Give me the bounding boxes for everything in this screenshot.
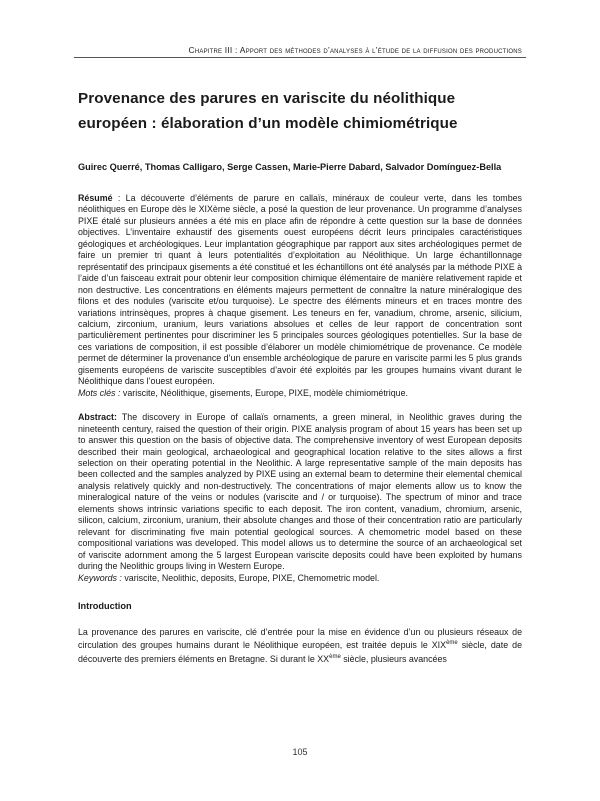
introduction-paragraph [78,627,522,665]
abstract-paragraph [78,412,522,572]
running-head-text: Chapitre III : Apport des méthodes d’analyses à l’étude de la diffusion des productions [188,45,522,55]
abstract-keywords [78,573,522,584]
resume-label: Résumé [78,193,113,203]
resume-keywords-label: Mots clés : [78,387,121,398]
running-head [0,40,600,60]
article-title: Provenance des parures en variscite du néolithique européen : élaboration d’un modèle chimiométrique [78,90,458,132]
abstract-label: Abstract: [78,412,117,423]
intro-text-part-2: siècle, date de découverte des premiers éléments en Bretagne. Si durant le XX [78,640,522,664]
intro-text-part-3: siècle, plusieurs avancées [340,653,447,664]
intro-superscript-1: ème [446,640,458,647]
abstract-keywords-label: Keywords : [78,572,122,583]
intro-text-part-1: La provenance des parures en variscite, clé d’entrée pour la mise en évidence d’un ou plusieurs réseaux de circulation des groupes humains durant le Néolithique européen, est traitée depuis le XIX [78,626,522,651]
abstract-text: The discovery in Europe of callaïs ornaments, a green mineral, in Neolithic graves during the nineteenth century, raised the question of their origin. PIXE analysis program of about 15 years has been set up to answer this question on the basis of objective data. The comprehensive inventory of west European deposits described their main geological, archaeological and geographical location relative to the sites allows a first selection on their operating potential in the Neolithic. A large representative sample of the main deposits has been collected and the samples analyzed by PIXE using an external beam to determine their elemental chemical analysis relatively quickly and non-destructively. The concentrations of major elements allow us to know the mineralogical nature of the veins or nodules (variscite and / or turquoise). The spectrum of minor and trace elements shows intrinsic variations specific to each deposit. The iron content, vanadium, chromium, arsenic, silicon, calcium, zirconium, uranium, their absolute changes and those of their concentration ratio are particularly relevant for discriminating five main potential geological sources. A chemometric model based on these compositional variations was developed. This model allows us to determine the source of an archaeological set of variscite adornment among the 5 largest European variscite deposits could have been exploited by humans during the Neolithic groups living in Western Europe. [78,412,522,572]
introduction-heading: Introduction [78,600,132,611]
resume-keywords [78,388,522,399]
running-head-rule [74,57,526,58]
intro-superscript-2: ème [329,653,341,660]
page-number: 105 [292,747,308,757]
article-body [78,86,522,665]
abstract-keywords-text: variscite, Neolithic, deposits, Europe, PIXE, Chemometric model. [121,572,380,583]
resume-keywords-text: variscite, Néolithique, gisements, Europe, PIXE, modèle chimiométrique. [120,387,409,398]
abstract-section [78,412,522,584]
resume-text: : La découverte d’éléments de parure en callaïs, minéraux de couleur verte, dans les tombes néolithiques en Europe dès le XIXème siècle, a posé la question de leur provenance. Un programme d’analyses PIXE étalé sur plusieurs années a été mis en place afin de répondre à cette question sur la base de données objectives. L’inventaire exhaustif des gisements ouest européens décrit leurs principales caractéristiques géologiques et archéologiques. Leur implantation géographique par rapport aux sites archéologiques permet de faire un premier tri quant à leurs potentialités d’exploitation au Néolithique. Un large échantillonnage représentatif des principaux gisements a été constitué et les échantillons ont été analysés par la méthode PIXE à l’aide d’un faisceau extrait pour obtenir leur composition chimique élémentaire de manière relativement rapide et non destructive. Les concentrations en éléments majeurs permettent de connaître la nature minéralogique des filons et des nodules (variscite et/ou turquoise). Le spectre des éléments mineurs et en traces montre des variations intrinsèques, propres à chaque gisement. Les teneurs en fer, vanadium, chrome, arsenic, silicium, calcium, zirconium, uranium, leurs variations absolues et celles de leur rapport de concentration sont particulièrement pertinentes pour discriminer les 5 principales sources géologiques potentielles. Sur la base de ces variations de composition, il est possible d’élaborer un modèle chimiométrique de provenance. Ce modèle permet de déterminer la provenance d’un ensemble archéologique de parure en variscite parmi les 5 plus grands gisements européens de variscite susceptibles d’avoir été exploités par les groupes humains vivant durant le Néolithique dans l’ouest européen. [78,193,523,387]
author-list: Guirec Querré, Thomas Calligaro, Serge Cassen, Marie-Pierre Dabard, Salvador Domínguez-Bella [78,162,502,172]
resume-section [78,193,522,399]
resume-paragraph [78,193,522,388]
